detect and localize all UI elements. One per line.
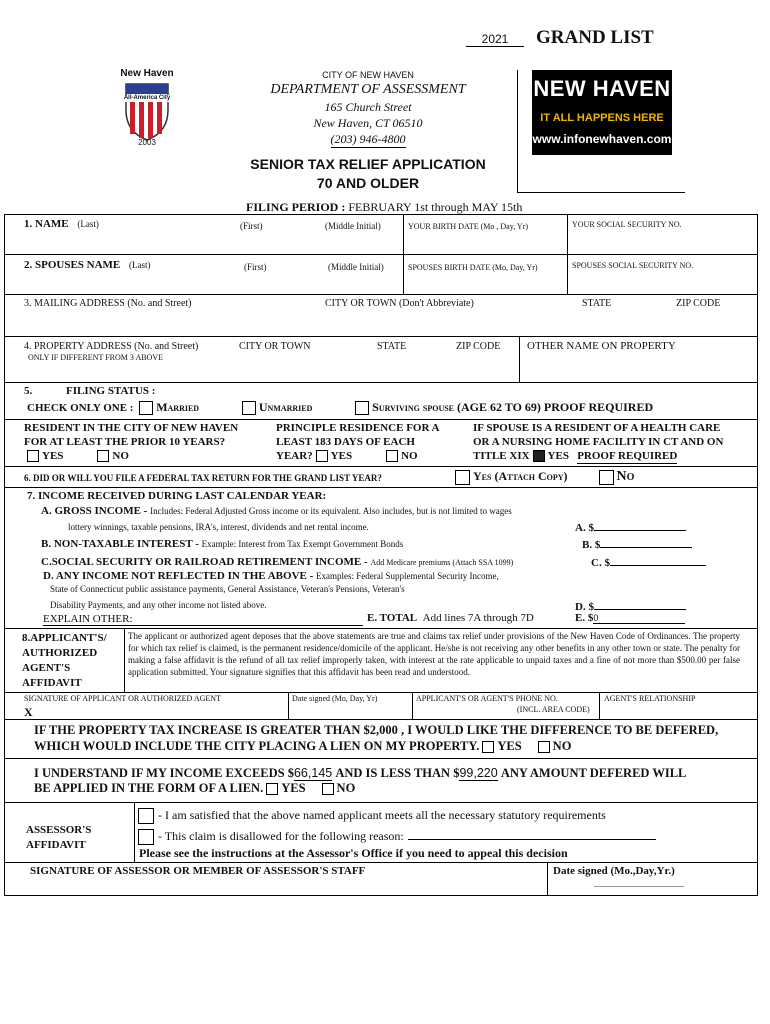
deferral-no-checkbox[interactable] [538,741,550,753]
assessor-date-field[interactable]: Date signed (Mo.,Day,Yr.) [553,865,675,877]
filing-period: FILING PERIOD : FEBRUARY 1st through MAY 15th [246,200,523,214]
appeal-note: Please see the instructions at the Assessor's Office if you need to appeal this decision [139,846,568,860]
explain-other-field[interactable]: EXPLAIN OTHER: [43,613,363,626]
other-income-amount-field[interactable]: D. $ [575,598,686,613]
health-care-question: IF SPOUSE IS A RESIDENT OF A HEALTH CARE OR A NURSING HOME FACILITY IN CT AND ON TITLE XIX YES PROOF REQUIRED [473,422,724,462]
income-section-title: 7. INCOME RECEIVED DURING LAST CALENDAR YEAR: [27,490,327,502]
filing-status-label: FILING STATUS : [66,385,156,397]
surviving-spouse-label: Surviving spouse (AGE 62 TO 69) PROOF REQUIRED [372,400,654,414]
property-state-label: STATE [377,341,407,352]
form-subtitle: 70 AND OLDER [316,175,420,191]
other-name-on-property-field[interactable]: OTHER NAME ON PROPERTY [527,340,676,352]
birth-date-field[interactable]: YOUR BIRTH DATE (Mo , Day, Yr) [408,222,529,231]
applicant-signature-field[interactable]: SIGNATURE OF APPLICANT OR AUTHORIZED AGENT [24,694,221,703]
total-amount-value: 0 [593,613,685,624]
resident-no-checkbox[interactable] [97,450,109,462]
agent-relationship-field[interactable]: AGENT'S RELATIONSHIP [604,694,696,703]
deferral-yes-checkbox[interactable] [482,741,494,753]
seal-year: 2003 [138,138,156,147]
lien-yes-checkbox[interactable] [266,783,278,795]
property-address-field[interactable]: 4. PROPERTY ADDRESS (No. and Street) [24,341,199,352]
principal-yes-checkbox[interactable] [316,450,328,462]
gross-income-line2: lottery winnings, taxable pensions, IRA's, interest, dividends and net rental income. [68,522,369,532]
affidavit-text: The applicant or authorized agent deposes that the above statements are true and claims tax relief under provisions of the New Haven Code of Ordinances. The property for which tax relief is claimed, is the permanent residence/domicile of the applicant. He/she is not receiving any other benefits in any other town or state. The penalty for making a false affidavit is the refund of all tax relief improperly taken, with interest at the rate applicable to unpaid taxes and a fine of not more than $500.00 per false application submitted. Your signature signifies that this affidavit has been read and understood. [128,631,740,677]
city-name: CITY OF NEW HAVEN [322,70,414,80]
spouse-middle-label: (Middle Initial) [328,262,384,272]
assessor-affidavit-label: ASSESSOR'S AFFIDAVIT [26,824,92,851]
property-zip-label: ZIP CODE [456,341,501,352]
grand-list-title: GRAND LIST [536,27,654,48]
deferral-line2: WHICH WOULD INCLUDE THE CITY PLACING A LIEN ON MY PROPERTY. YES NO [34,739,572,753]
name-field[interactable]: 1. NAME (Last) [24,218,99,230]
mailing-zip-label: ZIP CODE [676,298,721,309]
mailing-state-label: STATE [582,298,612,309]
spouse-first-label: (First) [244,262,267,272]
grand-list-year[interactable]: 2021 [466,32,524,47]
assessor-signature-field[interactable]: SIGNATURE OF ASSESSOR OR MEMBER OF ASSESSOR'S STAFF [30,865,366,877]
proof-required-label: PROOF REQUIRED [577,450,678,462]
other-income-line2: State of Connecticut public assistance payments, General Assistance, Veteran's Pensions, Veteran's [50,584,405,594]
middle-initial-label: (Middle Initial) [325,221,381,231]
unmarried-label: Unmarried [258,400,313,414]
principal-no-checkbox[interactable] [386,450,398,462]
mailing-address-field[interactable]: 3. MAILING ADDRESS (No. and Street) [24,298,192,309]
income-threshold-low: 66,145 [293,766,333,780]
lien-no-checkbox[interactable] [322,783,334,795]
phone-note: (INCL. AREA CODE) [517,705,590,714]
assessor-option-disallow: - This claim is disallowed for the following reason: [138,827,656,845]
spouse-ssn-field[interactable]: SPOUSES SOCIAL SECURITY NO. [572,261,694,270]
federal-tax-no-checkbox[interactable] [599,470,614,485]
principal-residence-question: PRINCIPLE RESIDENCE FOR A LEAST 183 DAYS OF EACH YEAR? YES NO [276,422,440,462]
residency-question: RESIDENT IN THE CITY OF NEW HAVEN FOR AT LEAST THE PRIOR 10 YEARS? YES NO [24,422,239,462]
health-care-yes-checkbox[interactable] [533,450,545,462]
ssn-field[interactable]: YOUR SOCIAL SECURITY NO. [572,220,682,229]
married-label: Married [156,400,200,414]
applicant-phone-field[interactable]: APPLICANT'S OR AGENT'S PHONE NO. [416,694,558,703]
spouse-name-field[interactable]: 2. SPOUSES NAME (Last) [24,259,151,271]
first-name-label: (First) [240,221,263,231]
other-income-line3: Disability Payments, and any other income not listed above. [50,600,267,610]
department-name: DEPARTMENT OF ASSESSMENT [270,82,466,97]
total-line: E. TOTAL Add lines 7A through 7D [367,612,534,624]
logo-line2: IT ALL HAPPENS HERE [540,112,664,124]
resident-yes-checkbox[interactable] [27,450,39,462]
non-taxable-amount-field[interactable]: B. $ [582,536,692,551]
assessor-disallow-checkbox[interactable] [138,829,154,845]
social-security-line: C.SOCIAL SECURITY OR RAILROAD RETIREMENT INCOME - Add Medicare premiums (Attach SSA 1099) [41,556,514,568]
mailing-city-label: CITY OR TOWN (Don't Abbreviate) [325,298,474,309]
non-taxable-interest-line: B. NON-TAXABLE INTEREST - Example: Interest from Tax Exempt Government Bonds [41,538,404,550]
unmarried-checkbox[interactable] [242,401,256,415]
assessor-approve-checkbox[interactable] [138,808,154,824]
disallow-reason-field[interactable] [408,827,656,840]
signature-x-mark: X [24,705,33,719]
applicant-affidavit-label: 8.APPLICANT'S/ AUTHORIZED AGENT'S AFFIDAVIT [22,632,107,689]
lien-line2: BE APPLIED IN THE FORM OF A LIEN. YES NO [34,781,356,795]
spouse-birth-date-field[interactable]: SPOUSES BIRTH DATE (Mo, Day, Yr) [408,263,538,272]
lien-line1: I UNDERSTAND IF MY INCOME EXCEEDS $66,145 AND IS LESS THAN $99,220 ANY AMOUNT DEFERED WILL [34,766,687,780]
logo-line3: www.infonewhaven.com [532,132,672,146]
form-title: SENIOR TAX RELIEF APPLICATION [250,156,486,172]
federal-tax-question: 6. DID OR WILL YOU FILE A FEDERAL TAX RETURN FOR THE GRAND LIST YEAR? [24,473,382,483]
all-america-city-seal [112,68,182,148]
federal-tax-no-label: No [616,469,635,484]
applicant-date-field[interactable]: Date signed (Mo, Day, Yr) [292,694,378,703]
city-state-zip: New Haven, CT 06510 [313,116,423,130]
street-address: 165 Church Street [324,100,412,114]
logo-line1: NEW HAVEN [533,76,671,101]
gross-income-line1: A. GROSS INCOME - Includes: Federal Adjusted Gross income or its equivalent. Also includes, but is not limited to wages [41,505,512,517]
total-amount-field[interactable]: E. $0 [575,612,685,624]
federal-tax-yes-label: Yes (Attach Copy) [473,469,568,483]
phone-number: (203) 946-4800 [330,132,406,146]
property-city-label: CITY OR TOWN [239,341,311,352]
social-security-amount-field[interactable]: C. $ [591,554,706,569]
income-threshold-high: 99,220 [459,766,498,780]
gross-income-amount-field[interactable]: A. $ [575,519,686,534]
seal-band-text: All-America City [120,95,174,102]
assessor-option-approve: - I am satisfied that the above named applicant meets all the necessary statutory requirements [138,808,606,824]
surviving-spouse-checkbox[interactable] [355,401,369,415]
other-income-line1: D. ANY INCOME NOT REFLECTED IN THE ABOVE - Examples: Federal Supplemental Security Income, [43,570,499,582]
seal-top-text: New Haven [120,68,174,79]
property-address-note: ONLY IF DIFFERENT FROM 3 ABOVE [28,353,163,362]
new-haven-logo [532,70,672,155]
deferral-line1: IF THE PROPERTY TAX INCREASE IS GREATER THAN $2,000 , I WOULD LIKE THE DIFFERENCE TO BE DEFERED, [34,723,719,737]
filing-status-number: 5. [24,385,33,397]
federal-tax-yes-checkbox[interactable] [455,470,470,485]
married-checkbox[interactable] [139,401,153,415]
filing-status-options: CHECK ONLY ONE : Married Unmarried Surviving spouse (AGE 62 TO 69) PROOF REQUIRED [27,400,654,414]
